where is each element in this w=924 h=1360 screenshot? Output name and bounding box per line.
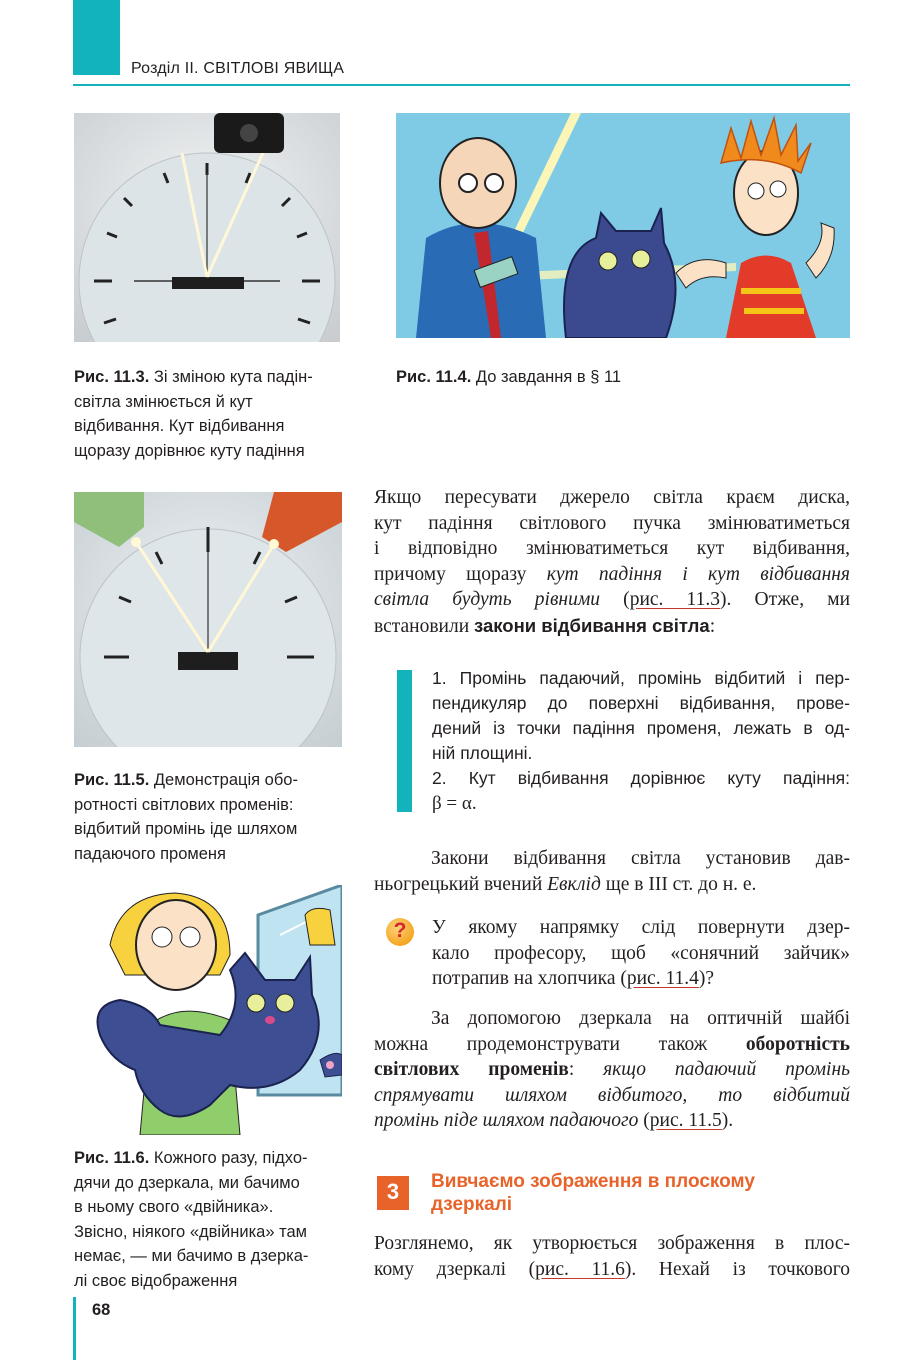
caption-line: ротності світлових променів: xyxy=(74,795,294,814)
law-line: пендикуляр до поверхні відбивання, прове- xyxy=(432,693,850,713)
caption-line: Демонстрація обо- xyxy=(153,771,298,789)
text-line xyxy=(374,1032,850,1058)
text-line xyxy=(432,966,850,992)
text-run-italic: Евклід xyxy=(547,873,601,895)
text-line: За допомогою дзеркала на оптичній шайбі xyxy=(431,1008,850,1029)
text-line: Розглянемо, як утворюється зображення в плос- xyxy=(374,1233,850,1254)
paragraph-reversibility xyxy=(374,1006,850,1134)
caption-figure-11-3 xyxy=(74,365,354,463)
caption-figure-11-4 xyxy=(396,365,816,390)
section-number-badge xyxy=(377,1176,409,1210)
figure-11-3-photo xyxy=(74,113,340,342)
text-line: кало професору, щоб «сонячний зайчик» xyxy=(432,942,850,964)
paragraph-euclid xyxy=(374,846,850,897)
header-rule xyxy=(73,84,850,86)
text-line: кут падіння світлового пучка змінюватиметься xyxy=(374,512,850,534)
caption-label: Рис. 11.5. xyxy=(74,771,150,789)
text-run-bold: оборотність xyxy=(745,1033,850,1055)
laws-accent-bar xyxy=(397,670,412,812)
text-line xyxy=(374,1257,850,1283)
question-mark-icon: ? xyxy=(393,919,407,942)
reflection-laws-box xyxy=(432,666,850,816)
question-text xyxy=(432,915,850,992)
text-line xyxy=(374,1108,850,1134)
text-run-italic: спрямувати шляхом відбитого, то відбитий xyxy=(374,1084,850,1106)
figure-reference-link[interactable]: рис. 11.5 xyxy=(649,1110,722,1131)
caption-line: лі своє відображення xyxy=(74,1271,238,1290)
text-run: ). xyxy=(721,1110,734,1131)
text-run: : xyxy=(568,1059,604,1080)
text-line: і відповідно змінюватиметься кут відбивання, xyxy=(374,538,850,559)
text-run: кому дзеркалі ( xyxy=(374,1258,536,1280)
text-line xyxy=(374,872,850,898)
caption-line: відбитий промінь іде шляхом xyxy=(74,820,298,838)
figure-reference-link[interactable]: рис. 11.4 xyxy=(626,968,699,989)
text-run: встановили xyxy=(374,615,475,637)
header-accent-block xyxy=(73,0,120,75)
law-line: 1. Промінь падаючий, промінь відбитий і пер- xyxy=(432,668,850,688)
text-line xyxy=(374,562,850,588)
text-run: можна продемонструвати також xyxy=(374,1033,746,1055)
text-run-italic: якщо падаючий промінь xyxy=(603,1059,851,1080)
caption-line: Звісно, ніякого «двійника» там xyxy=(74,1222,308,1241)
text-run-bold: закони відбивання світла xyxy=(474,614,710,636)
section-title: Розділ ІІ. СВІТЛОВІ ЯВИЩА xyxy=(131,60,345,77)
caption-line: Зі зміною кута падін- xyxy=(153,368,313,386)
caption-line: щоразу дорівнює куту падіння xyxy=(74,441,305,460)
text-run-bold: світлових променів xyxy=(374,1059,569,1080)
figure-11-5-photo xyxy=(74,492,342,747)
caption-line: Кожного разу, підхо- xyxy=(153,1149,308,1167)
footer-accent-bar xyxy=(73,1297,76,1360)
text-run: : xyxy=(709,615,716,637)
figure-11-4-cartoon xyxy=(396,113,850,338)
caption-line: в ньому свого «двійника». xyxy=(74,1198,274,1216)
heading-line: Вивчаємо зображення в плоскому xyxy=(431,1171,755,1192)
text-line xyxy=(374,1057,850,1083)
text-run: )? xyxy=(698,968,715,989)
law-line: дений із точки падіння променя, лежать в од- xyxy=(432,718,850,738)
section-heading xyxy=(431,1170,851,1216)
text-run: ). Нехай із точкового xyxy=(624,1258,850,1280)
text-run-italic: кут падіння і кут відбивання xyxy=(546,563,850,585)
text-line xyxy=(374,613,850,640)
caption-text: До завдання в § 11 xyxy=(475,368,622,386)
text-run: ( xyxy=(600,589,630,610)
paragraph-plane-mirror xyxy=(374,1231,850,1282)
text-line xyxy=(374,587,850,613)
caption-line: відбивання. Кут відбивання xyxy=(74,417,285,435)
text-line: Закони відбивання світла установив дав- xyxy=(431,848,850,869)
question-icon xyxy=(386,918,414,946)
figure-reference-link[interactable]: рис. 11.6 xyxy=(535,1258,625,1280)
heading-line: дзеркалі xyxy=(431,1194,513,1215)
text-line: Якщо пересувати джерело світла краєм диска, xyxy=(374,487,850,508)
text-run: ( xyxy=(638,1110,650,1131)
section-number: 3 xyxy=(386,1179,400,1204)
caption-line: світла змінюється й кут xyxy=(74,392,253,411)
text-run: ньогрецький вчений xyxy=(374,873,548,895)
figure-11-6-cartoon xyxy=(80,885,342,1135)
text-run-italic: промінь піде шляхом падаючого xyxy=(374,1110,639,1131)
caption-label: Рис. 11.3. xyxy=(74,368,150,386)
caption-label: Рис. 11.6. xyxy=(74,1149,150,1167)
text-run-italic: світла будуть рівними xyxy=(374,589,601,610)
law-line: ній площині. xyxy=(432,743,533,763)
caption-figure-11-5 xyxy=(74,768,354,866)
caption-figure-11-6 xyxy=(74,1146,354,1293)
caption-label: Рис. 11.4. xyxy=(396,368,472,386)
text-run: ). Отже, ми xyxy=(719,589,851,610)
text-run: потрапив на хлопчика ( xyxy=(432,968,627,989)
paragraph-reflection-intro xyxy=(374,485,850,639)
law-formula: β = α. xyxy=(432,793,477,814)
figure-reference-link[interactable]: рис. 11.3 xyxy=(629,589,720,610)
caption-line: дячи до дзеркала, ми бачимо xyxy=(74,1173,300,1192)
text-run: ще в ІІІ ст. до н. е. xyxy=(600,873,757,895)
law-line: 2. Кут відбивання дорівнює куту падіння: xyxy=(432,768,850,788)
page-number: 68 xyxy=(92,1301,111,1319)
text-run: причому щоразу xyxy=(374,563,547,585)
text-line xyxy=(374,1083,850,1109)
caption-line: падаючого променя xyxy=(74,844,226,863)
text-line: У якому напрямку слід повернути дзер- xyxy=(432,917,850,938)
caption-line: немає, — ми бачимо в дзерка- xyxy=(74,1247,309,1265)
